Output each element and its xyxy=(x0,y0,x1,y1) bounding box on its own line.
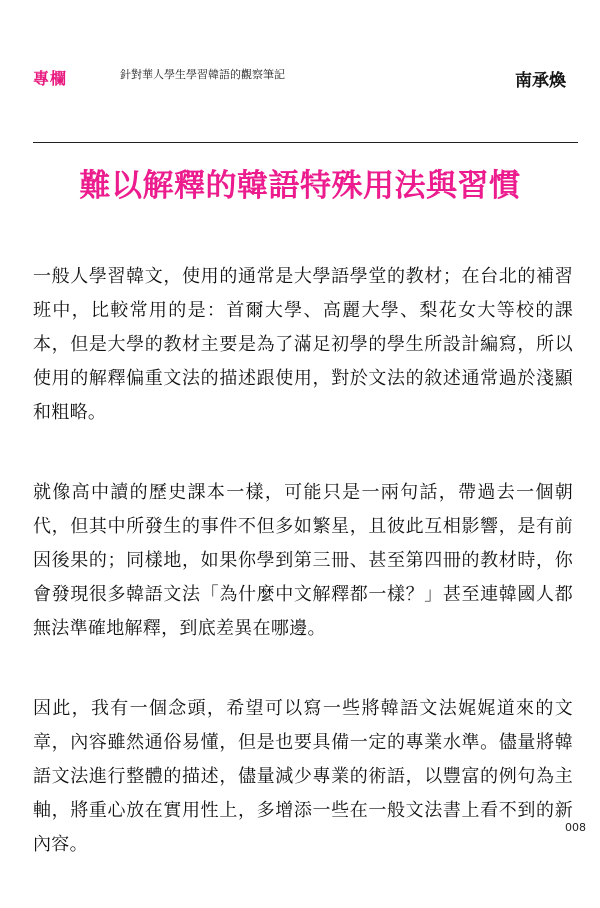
author-name: 南承煥 xyxy=(515,71,566,91)
article-title: 難以解釋的韓語特殊用法與習慣 xyxy=(79,168,521,204)
series-title: 針對華人學生學習韓語的觀察筆記 xyxy=(120,68,285,81)
page-number: 008 xyxy=(565,821,586,834)
paragraph-3: 因此，我有一個念頭，希望可以寫一些將韓語文法娓娓道來的文章，內容雖然通俗易懂，但是也要具備一定的專業水準。儘量將韓語文法進行整體的描述，儘量減少專業的術語，以豐富的例句為主軸，將重心放在實用性上，多增添一些在一般文法書上看不到的新內容。 xyxy=(33,698,573,855)
paragraph-2: 就像高中讀的歷史課本一樣，可能只是一兩句話，帶過去一個朝代，但其中所發生的事件不但多如繁星，且彼此互相影響，是有前因後果的；同樣地，如果你學到第三冊、甚至第四冊的教材時，你會發現很多韓語文法「為什麼中文解釋都一樣？」甚至連韓國人都無法準確地解釋，到底差異在哪邊。 xyxy=(33,482,573,639)
paragraph-1: 一般人學習韓文，使用的通常是大學語學堂的教材；在台北的補習班中，比較常用的是：首爾大學、高麗大學、梨花女大等校的課本，但是大學的教材主要是為了滿足初學的學生所設計編寫，所以使用的解釋偏重文法的描述跟使用，對於文法的敘述通常過於淺顯和粗略。 xyxy=(33,266,573,423)
article-body xyxy=(33,260,573,908)
header-divider xyxy=(33,142,578,143)
column-tag: 專欄 xyxy=(33,69,68,88)
